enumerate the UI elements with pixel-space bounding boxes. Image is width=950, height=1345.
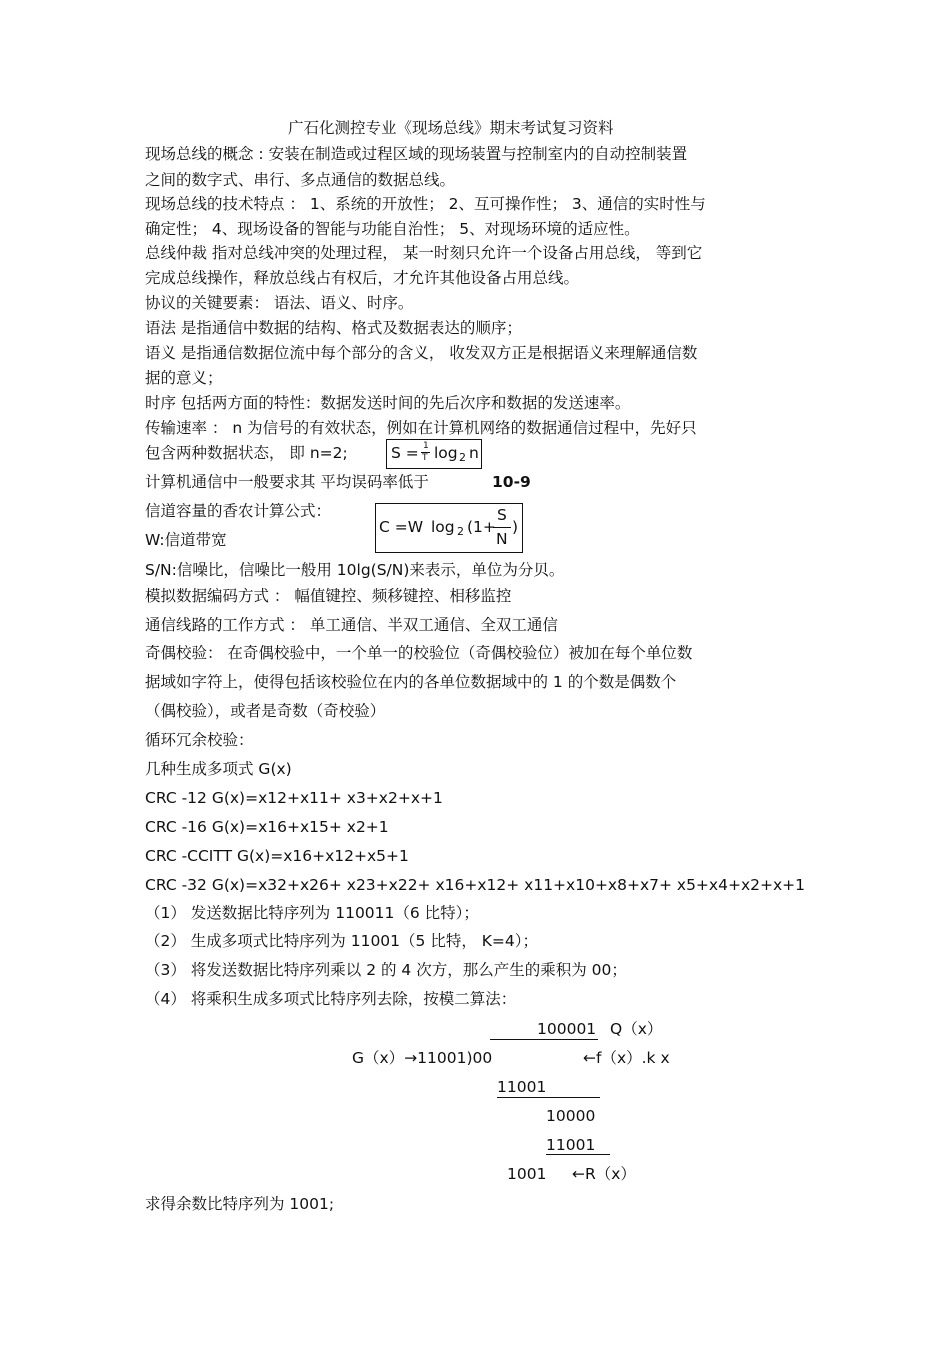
formula-c-lhs: C =W [379,518,424,536]
text-line: 据域如字符上，使得包括该校验位在内的各单位数据域中的 1 的个数是偶数个 [145,673,677,691]
division-sub1: 11001 [497,1078,547,1096]
text-line: 几种生成多项式 G(x) [145,760,292,778]
text-line: 语义 是指通信数据位流中每个部分的含义， 收发双方正是根据语义来理解通信数 [145,344,698,362]
formula-c-log: log [431,518,455,536]
step-line: （3） 将发送数据比特序列乘以 2 的 4 次方，那么产生的乘积为 00； [145,961,627,979]
formula-s-base: 2 [459,451,466,464]
text-line: 语法 是指通信中数据的结构、格式及数据表达的顺序； [145,319,522,337]
text-line: 现场总线的概念 : 安装在制造或过程区域的现场装置与控制室内的自动控制装置 [145,145,688,163]
fraction-bar [493,527,511,528]
text-line: 之间的数字式、串行、多点通信的数据总线。 [145,171,456,189]
formula-c-num: S [497,506,507,524]
text-line: 包含两种数据状态， 即 n=2; [145,444,348,462]
formula-s-den: T [422,453,428,463]
division-quotient: 100001 [537,1020,597,1038]
text-line: 完成总线操作，释放总线占有权后，才允许其他设备占用总线。 [145,269,580,287]
text-line: 模拟数据编码方式 ： 幅值键控、频移键控、相移监控 [145,587,512,605]
formula-s-log: log [434,444,458,462]
text-line: 传输速率 ： n 为信号的有效状态，例如在计算机网络的数据通信过程中，先好只 [145,419,697,437]
text-line: S/N:信噪比，信噪比一般用 10lg(S/N)来表示，单位为分贝。 [145,561,565,579]
text-line: 现场总线的技术特点 ： 1、系统的开放性； 2、互可操作性； 3、通信的实时性与 [145,195,706,213]
quotient-label: Q（x） [610,1020,663,1038]
dividend-label: ←f（x）.k x [583,1049,670,1067]
division-rule [497,1097,600,1098]
crc-line: CRC -32 G(x)=x32+x26+ x23+x22+ x16+x12+ x11+x10+x8+x7+ x5+x4+x2+x+1 [145,876,805,894]
crc-line: CRC -16 G(x)=x16+x15+ x2+1 [145,818,389,836]
bandwidth-label: W:信道带宽 [145,531,227,549]
division-rule [546,1154,610,1155]
formula-s-lhs: S = [391,444,419,462]
rate-formula-box [386,439,482,469]
step-line: （2） 生成多项式比特序列为 11001（5 比特， K=4）； [145,932,539,950]
text-line: 总线仲裁 指对总线冲突的处理过程， 某一时刻只允许一个设备占用总线， 等到它 [145,244,703,262]
division-rule [490,1039,598,1040]
division-divisor-line: G（x）→11001)00 [352,1049,493,1067]
crc-line: CRC -CCITT G(x)=x16+x12+x5+1 [145,847,409,865]
step-line: （4） 将乘积生成多项式比特序列去除，按模二算法： [145,990,517,1008]
shannon-formula-box [375,503,523,553]
step-line: （1） 发送数据比特序列为 110011（6 比特）； [145,904,479,922]
text-line: 协议的关键要素： 语法、语义、时序。 [145,294,414,312]
text-line: 确定性； 4、现场设备的智能与功能自治性； 5、对现场环境的适应性。 [145,220,640,238]
text-line: 通信线路的工作方式 ： 单工通信、半双工通信、全双工通信 [145,616,558,634]
shannon-label: 信道容量的香农计算公式： [145,502,332,520]
text-line: 据的意义； [145,369,223,387]
formula-c-open: (1+ [467,518,496,536]
formula-s-num: 1 [423,441,429,451]
text-line: 时序 包括两方面的特性：数据发送时间的先后次序和数据的发送速率。 [145,394,631,412]
remainder-label: ←R（x） [572,1165,636,1183]
division-sub2: 11001 [546,1136,596,1154]
text-line: 奇偶校验： 在奇偶校验中，一个单一的校验位（奇偶校验位）被加在每个单位数 [145,644,693,662]
division-rem1: 10000 [546,1107,596,1125]
formula-c-close: ) [512,518,519,536]
crc-line: CRC -12 G(x)=x12+x11+ x3+x2+x+1 [145,789,443,807]
formula-c-base: 2 [457,525,464,538]
text-line: （偶校验），或者是奇数（奇校验） [145,702,386,720]
ber-prefix: 计算机通信中一般要求其 平均误码率低于 [145,473,429,491]
formula-s-arg: n [469,444,479,462]
result-line: 求得余数比特序列为 1001; [145,1195,335,1213]
text-line: 循环冗余校验： [145,731,254,749]
doc-title: 广石化测控专业《现场总线》期末考试复习资料 [288,119,614,137]
formula-c-den: N [496,530,508,548]
division-remainder: 1001 [507,1165,547,1183]
ber-value: 10-9 [492,473,531,491]
